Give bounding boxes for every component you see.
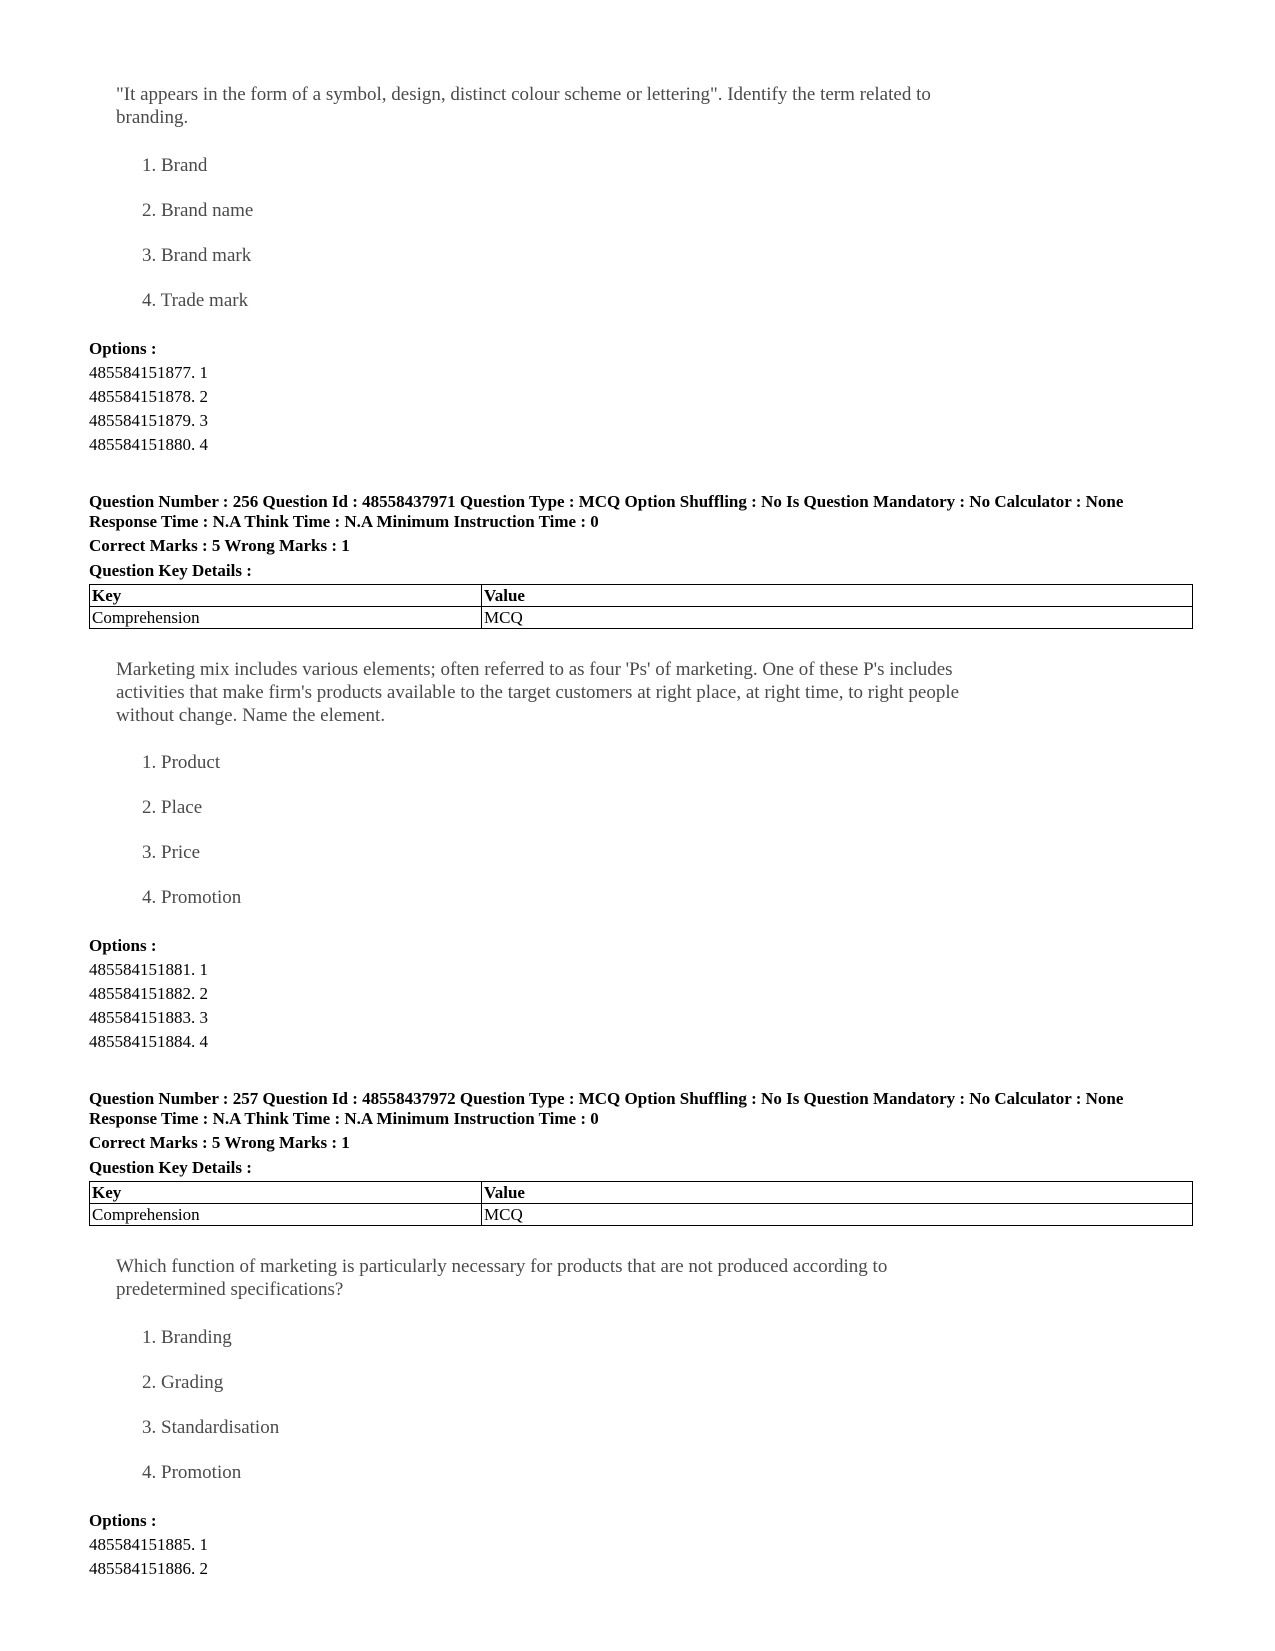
question-stem-line: branding.: [116, 107, 189, 128]
table-header-cell: Key: [90, 1182, 482, 1204]
option-id: 485584151885. 1: [89, 1535, 208, 1554]
question-option: 1. Product: [142, 752, 221, 773]
option-id: 485584151883. 3: [89, 1008, 208, 1027]
question-stem-line: without change. Name the element.: [116, 705, 386, 726]
table-cell: MCQ: [482, 1204, 1193, 1226]
question-stem-line: predetermined specifications?: [116, 1279, 344, 1300]
options-label: Options :: [89, 1511, 157, 1530]
options-label: Options :: [89, 936, 157, 955]
option-id: 485584151884. 4: [89, 1032, 208, 1051]
table-cell: Comprehension: [90, 607, 482, 629]
question-header-line: Question Number : 257 Question Id : 48558437972 Question Type : MCQ Option Shuffling : No Is Question Mandatory : No Calculator : None: [89, 1089, 1124, 1108]
option-id: 485584151880. 4: [89, 435, 208, 454]
table-header-cell: Value: [482, 585, 1193, 607]
option-id: 485584151877. 1: [89, 363, 208, 382]
marks-line: Correct Marks : 5 Wrong Marks : 1: [89, 1133, 350, 1152]
question-option: 2. Brand name: [142, 200, 254, 221]
question-stem-line: Marketing mix includes various elements; often referred to as four 'Ps' of marketing. One of these P's includes: [116, 659, 953, 680]
question-header-line: Response Time : N.A Think Time : N.A Minimum Instruction Time : 0: [89, 512, 599, 531]
question-option: 4. Promotion: [142, 1462, 242, 1483]
option-id: 485584151878. 2: [89, 387, 208, 406]
key-details-table: [89, 584, 1193, 629]
key-details-label: Question Key Details :: [89, 1158, 252, 1177]
marks-line: Correct Marks : 5 Wrong Marks : 1: [89, 536, 350, 555]
option-id: 485584151881. 1: [89, 960, 208, 979]
question-header-line: Response Time : N.A Think Time : N.A Minimum Instruction Time : 0: [89, 1109, 599, 1128]
table-cell: Comprehension: [90, 1204, 482, 1226]
option-id: 485584151886. 2: [89, 1559, 208, 1578]
table-header-cell: Key: [90, 585, 482, 607]
question-option: 1. Brand: [142, 155, 208, 176]
option-id: 485584151882. 2: [89, 984, 208, 1003]
question-option: 4. Trade mark: [142, 290, 249, 311]
question-header-line: Question Number : 256 Question Id : 48558437971 Question Type : MCQ Option Shuffling : No Is Question Mandatory : No Calculator : None: [89, 492, 1124, 511]
key-details-label: Question Key Details :: [89, 561, 252, 580]
option-id: 485584151879. 3: [89, 411, 208, 430]
question-option: 3. Standardisation: [142, 1417, 280, 1438]
question-option: 1. Branding: [142, 1327, 232, 1348]
question-option: 3. Price: [142, 842, 201, 863]
key-details-table: [89, 1181, 1193, 1226]
question-stem-line: "It appears in the form of a symbol, design, distinct colour scheme or lettering". Identify the term related to: [116, 84, 931, 105]
table-cell: MCQ: [482, 607, 1193, 629]
question-stem-line: activities that make firm's products available to the target customers at right place, at right time, to right people: [116, 682, 960, 703]
table-header-row: [90, 1182, 1193, 1204]
question-option: 3. Brand mark: [142, 245, 252, 266]
table-header-cell: Value: [482, 1182, 1193, 1204]
table-row: [90, 1204, 1193, 1226]
table-row: [90, 607, 1193, 629]
question-option: 4. Promotion: [142, 887, 242, 908]
question-option: 2. Place: [142, 797, 203, 818]
question-option: 2. Grading: [142, 1372, 224, 1393]
table-header-row: [90, 585, 1193, 607]
options-label: Options :: [89, 339, 157, 358]
question-stem-line: Which function of marketing is particularly necessary for products that are not produced according to: [116, 1256, 888, 1277]
